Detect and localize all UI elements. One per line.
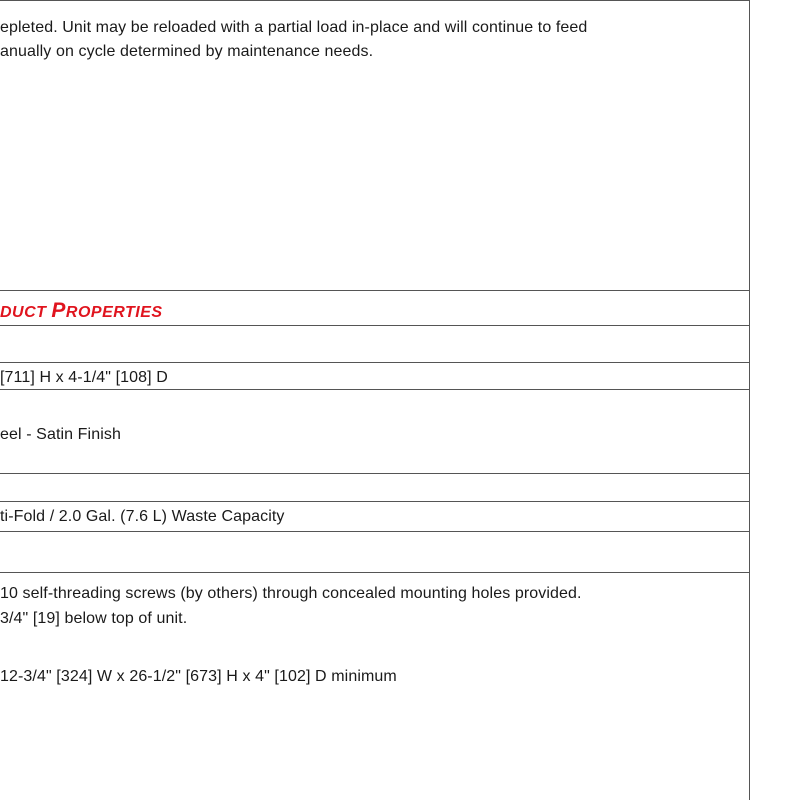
rough-opening-value: 12-3/4" [324] W x 26-1/2" [673] H x 4" [102] D minimum (0, 668, 397, 685)
table-divider (0, 362, 750, 363)
table-divider (0, 0, 750, 1)
dimensions-value: [711] H x 4-1/4" [108] D (0, 369, 168, 386)
capacity-value: ti-Fold / 2.0 Gal. (7.6 L) Waste Capacity (0, 508, 285, 525)
mounting-line-1: 10 self-threading screws (by others) through concealed mounting holes provided. (0, 585, 582, 602)
table-divider (0, 501, 750, 502)
heading-part-1: DUCT (0, 304, 52, 321)
section-heading-product-properties (0, 299, 163, 323)
description-line-1: epleted. Unit may be reloaded with a partial load in-place and will continue to feed (0, 19, 588, 36)
table-divider (0, 473, 750, 474)
heading-part-2: ROPERTIES (65, 304, 163, 321)
table-divider (0, 572, 750, 573)
table-divider (0, 389, 750, 390)
description-line-2: anually on cycle determined by maintenance needs. (0, 43, 374, 60)
table-right-border (749, 0, 750, 800)
table-divider (0, 325, 750, 326)
heading-initial-cap: P (51, 299, 66, 322)
table-divider (0, 290, 750, 291)
material-value: eel - Satin Finish (0, 426, 121, 443)
table-divider (0, 531, 750, 532)
mounting-line-2: 3/4" [19] below top of unit. (0, 610, 188, 627)
